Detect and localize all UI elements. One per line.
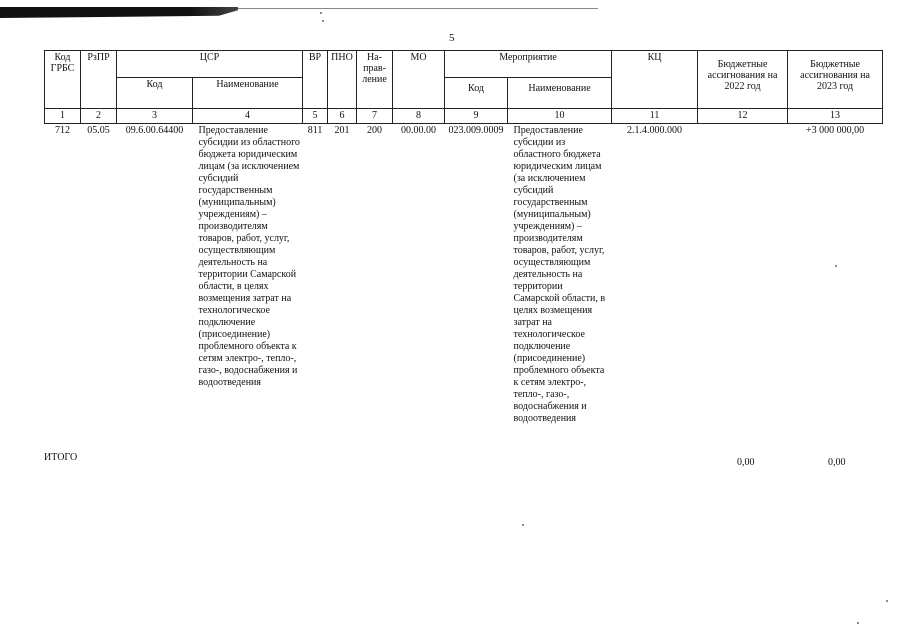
column-number: 12 xyxy=(698,109,788,124)
column-number: 13 xyxy=(788,109,883,124)
cell-event-code: 023.009.0009 xyxy=(448,125,504,136)
column-number-row xyxy=(45,109,883,124)
column-number: 4 xyxy=(193,109,303,124)
header-event-code: Код xyxy=(445,78,508,109)
header-event-name: Наименование xyxy=(508,78,612,109)
scan-speck xyxy=(322,20,324,22)
column-number: 9 xyxy=(445,109,508,124)
header-rzpr: РзПР xyxy=(81,51,117,109)
cell-csr-name: Предоставление субсидии из областного бюджета юридическим лицам (за исключением субсидий государственным (муниципальным) учреждениям) – производителям товаров, работ, услуг, осуществляющим деятельность на территории Самарской области, в целях возмещения затрат на технологическое подключение (присоединение) проблемного объекта к сетям электро-, тепло-, газо-, водоснабжения и водоотведения xyxy=(198,125,300,388)
column-number: 1 xyxy=(45,109,81,124)
cell-csr-code: 09.6.00.64400 xyxy=(125,125,184,136)
column-number: 8 xyxy=(393,109,445,124)
header-event: Мероприятие xyxy=(445,51,612,78)
scan-speck xyxy=(857,622,859,624)
cell-pno: 201 xyxy=(334,125,350,136)
column-number: 5 xyxy=(303,109,328,124)
column-number: 10 xyxy=(508,109,612,124)
header-row-top xyxy=(45,51,883,78)
header-grbs: Код ГРБС xyxy=(45,51,81,109)
total-budget-2023: 0,00 xyxy=(828,457,846,468)
cell-vr: 811 xyxy=(307,125,323,136)
cell-direction: 200 xyxy=(367,125,383,136)
scan-speck xyxy=(320,12,322,14)
cell-grbs: 712 xyxy=(55,125,70,136)
header-direction: На-прав-ление xyxy=(357,51,393,109)
column-number: 3 xyxy=(117,109,193,124)
column-number: 7 xyxy=(357,109,393,124)
header-csr-name: Наименование xyxy=(193,78,303,109)
header-vr: ВР xyxy=(303,51,328,109)
cell-budget-2023: +3 000 000,00 xyxy=(805,125,865,136)
scan-artifact-bar xyxy=(0,7,238,18)
budget-table xyxy=(44,50,883,426)
header-mo: МО xyxy=(393,51,445,109)
page-number: 5 xyxy=(449,32,455,44)
cell-mo: 00.00.00 xyxy=(401,125,437,136)
header-pno: ПНО xyxy=(328,51,357,109)
cell-budget-2022 xyxy=(698,124,788,427)
cell-event-name: Предоставление субсидии из областного бюджета юридическим лицам (за исключением субсидий государственным (муниципальным) учреждениям) – производителям товаров, работ, услуг, осуществляющим деятельность на территории Самарской области, в целях возмещения затрат на технологическое подключение (присоединение) проблемного объекта к сетям электро-, тепло-, газо-, водоснабжения и водоотведения xyxy=(513,125,606,424)
scan-artifact-line xyxy=(238,8,598,9)
header-kc: КЦ xyxy=(612,51,698,109)
header-csr: ЦСР xyxy=(117,51,303,78)
cell-rzpr: 05.05 xyxy=(87,125,110,136)
scan-speck xyxy=(522,524,524,526)
total-budget-2022: 0,00 xyxy=(737,457,755,468)
column-number: 11 xyxy=(612,109,698,124)
header-budget-2022: Бюджетные ассигнования на 2022 год xyxy=(698,51,788,109)
header-budget-2023: Бюджетные ассигнования на 2023 год xyxy=(788,51,883,109)
cell-kc: 2.1.4.000.000 xyxy=(627,125,683,136)
table-row xyxy=(45,124,883,427)
total-label: ИТОГО xyxy=(44,452,78,463)
header-csr-code: Код xyxy=(117,78,193,109)
scan-speck xyxy=(886,600,888,602)
column-number: 2 xyxy=(81,109,117,124)
column-number: 6 xyxy=(328,109,357,124)
